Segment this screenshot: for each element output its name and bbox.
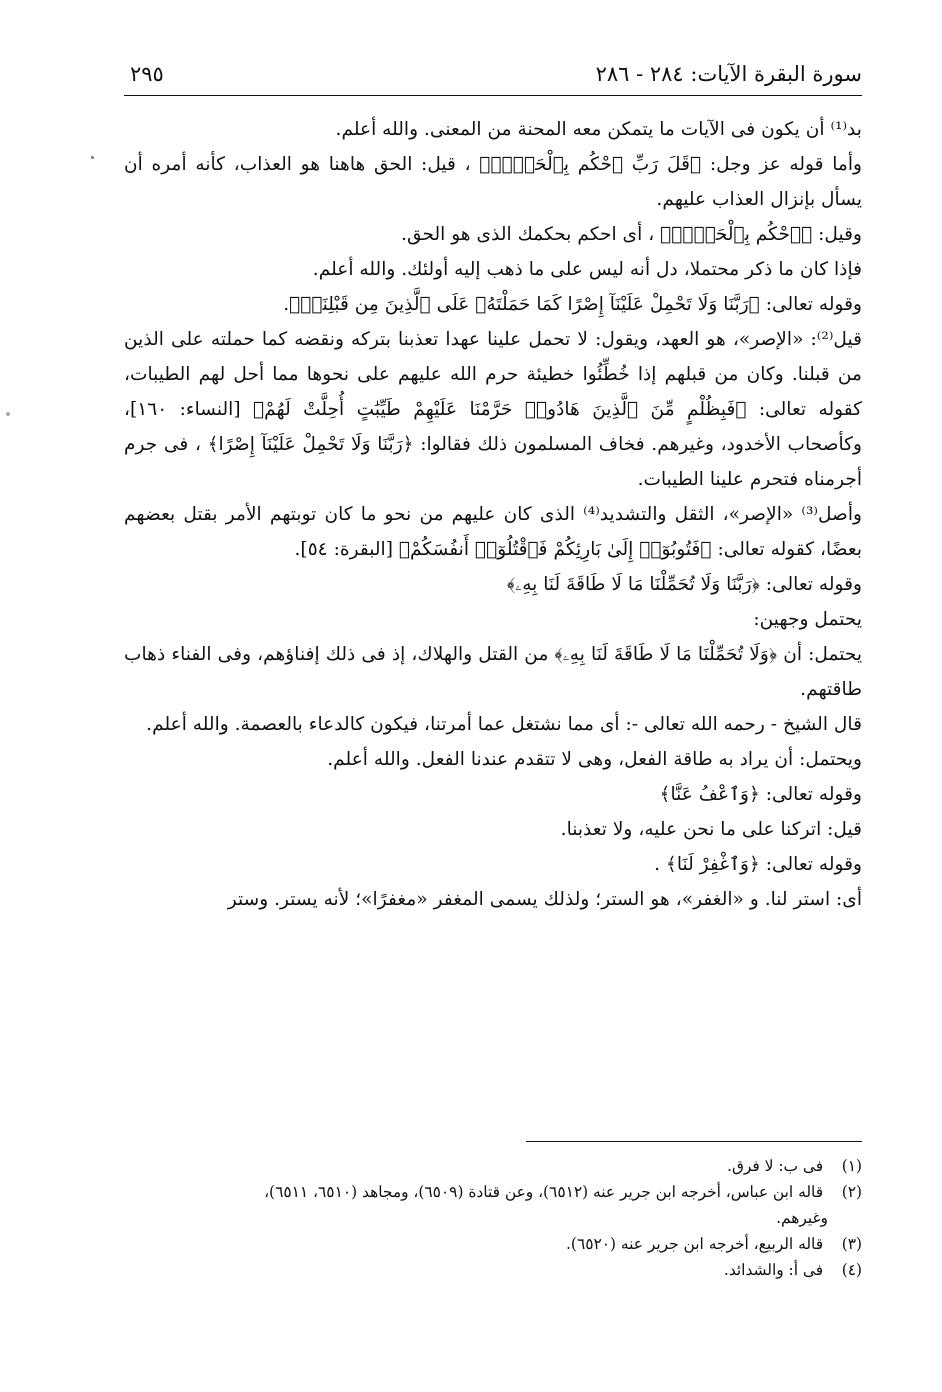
footnote-2-continuation: وغيرهم. <box>776 1209 828 1227</box>
scan-speck <box>91 156 94 159</box>
paragraph-2: وأما قوله عز وجل: ﴿قَلَ رَبِّ ٱحْكُم بِٱلْحَقِّۗ﴾ ، قيل: الحق هاهنا هو العذاب، كأنه أمره أن يسأل بإنزال العذاب عليهم. <box>124 154 862 210</box>
footnote-text: فى ب: لا فرق. <box>727 1157 824 1175</box>
paragraph-6: قيل⁽²⁾: «الإصر»، هو العهد، ويقول: لا تحمل علينا عهدا تعذبنا بتركه ونقضه كما حملته على الذين من قبلنا. وكان من قبلهم إذا خُطِّئُوا خطيئة حرم الله عليهم على نحوها مما أحل لهم الطيبات، كقوله تعالى: ﴿فَبِظُلْمٍ مِّنَ ٱلَّذِينَ هَادُوا۟ حَرَّمْنَا عَلَيْهِمْ طَيِّبَٰتٍ أُحِلَّتْ لَهُمْ﴾ [النساء: ١٦٠]، وكأصحاب الأخدود، وغيرهم. فخاف المسلمون ذلك فقالوا: ﴿رَبَّنَا وَلَا تَحْمِلْ عَلَيْنَآ إِصْرًا﴾ ، فى جرم أجرمناه فتحرم علينا الطيبات. <box>124 329 862 490</box>
footnote-number: (١) <box>841 1157 862 1175</box>
running-header <box>124 58 862 92</box>
footnote-text: قاله ابن عباس، أخرجه ابن جرير عنه (٦٥١٢)، وعن قتادة (٦٥٠٩)، ومجاهد (٦٥١٠، ٦٥١١)، <box>264 1183 824 1201</box>
main-text <box>124 112 862 917</box>
footnotes <box>124 1153 862 1283</box>
footnote-3 <box>124 1231 862 1257</box>
footnote-rule <box>526 1141 862 1142</box>
paragraph-1: بد⁽¹⁾ أن يكون فى الآيات ما يتمكن معه المحنة من المعنى. والله أعلم. <box>335 119 862 140</box>
paragraph-8: وقوله تعالى: ﴿رَبَّنَا وَلَا تُحَمِّلْنَا مَا لَا طَاقَةَ لَنَا بِهِۦ﴾ <box>506 574 862 595</box>
paragraph-3: وقيل: ﴿ٱحْكُم بِٱلْحَقِّۗ﴾ ، أى احكم بحكمك الذى هو الحق. <box>401 224 862 245</box>
footnote-text: فى أ: والشدائد. <box>723 1261 824 1279</box>
footnote-2 <box>124 1179 862 1205</box>
paragraph-4: فإذا كان ما ذكر محتملا، دل أنه ليس على ما ذهب إليه أولئك. والله أعلم. <box>312 259 862 280</box>
paragraph-16: أى: استر لنا. و «الغفر»، هو الستر؛ ولذلك يسمى المغفر «مغفرًا»؛ لأنه يستر. وستر <box>227 889 862 910</box>
footnote-1 <box>124 1153 862 1179</box>
header-rule <box>124 95 862 96</box>
paragraph-11: قال الشيخ - رحمه الله تعالى -: أى مما نشتغل عما أمرتنا، فيكون كالدعاء بالعصمة. والله أعلم. <box>146 714 862 735</box>
header-title: سورة البقرة الآيات: ٢٨٤ - ٢٨٦ <box>595 62 862 86</box>
paragraph-14: قيل: اتركنا على ما نحن عليه، ولا تعذبنا. <box>560 819 862 840</box>
paragraph-7: وأصل⁽³⁾ «الإصر»، الثقل والتشديد⁽⁴⁾ الذى كان عليهم من نحو ما كان توبتهم الأمر بقتل بعضهم بعضًا، كقوله تعالى: ﴿فَتُوبُوٓا۟ إِلَىٰ بَارِئِكُمْ فَٱقْتُلُوٓا۟ أَنفُسَكُمْ﴾ [البقرة: ٥٤]. <box>124 504 862 560</box>
footnote-number: (٤) <box>841 1261 862 1279</box>
paragraph-13: وقوله تعالى: ﴿وَٱعْفُ عَنَّا﴾ <box>659 784 862 805</box>
page-number: ٢٩٥ <box>130 62 164 86</box>
footnote-number: (٢) <box>841 1183 862 1201</box>
scan-speck <box>6 412 10 416</box>
paragraph-9: يحتمل وجهين: <box>753 609 862 630</box>
paragraph-15: وقوله تعالى: ﴿وَٱغْفِرْ لَنَا﴾ . <box>654 854 862 875</box>
paragraph-10: يحتمل: أن ﴿وَلَا تُحَمِّلْنَا مَا لَا طَاقَةَ لَنَا بِهِۦ﴾ من القتل والهلاك، إذ فى ذلك إفناؤهم، وفى الفناء ذهاب طاقتهم. <box>124 644 862 700</box>
footnote-number: (٣) <box>841 1235 862 1253</box>
paragraph-5: وقوله تعالى: ﴿رَبَّنَا وَلَا تَحْمِلْ عَلَيْنَآ إِصْرًا كَمَا حَمَلْتَهُۥ عَلَى ٱلَّذِينَ مِن قَبْلِنَاۚ﴾. <box>283 294 862 315</box>
footnote-text: قاله الربيع، أخرجه ابن جرير عنه (٦٥٢٠). <box>566 1235 824 1253</box>
footnote-4 <box>124 1257 862 1283</box>
paragraph-12: ويحتمل: أن يراد به طاقة الفعل، وهى لا تتقدم عندنا الفعل. والله أعلم. <box>327 749 862 770</box>
